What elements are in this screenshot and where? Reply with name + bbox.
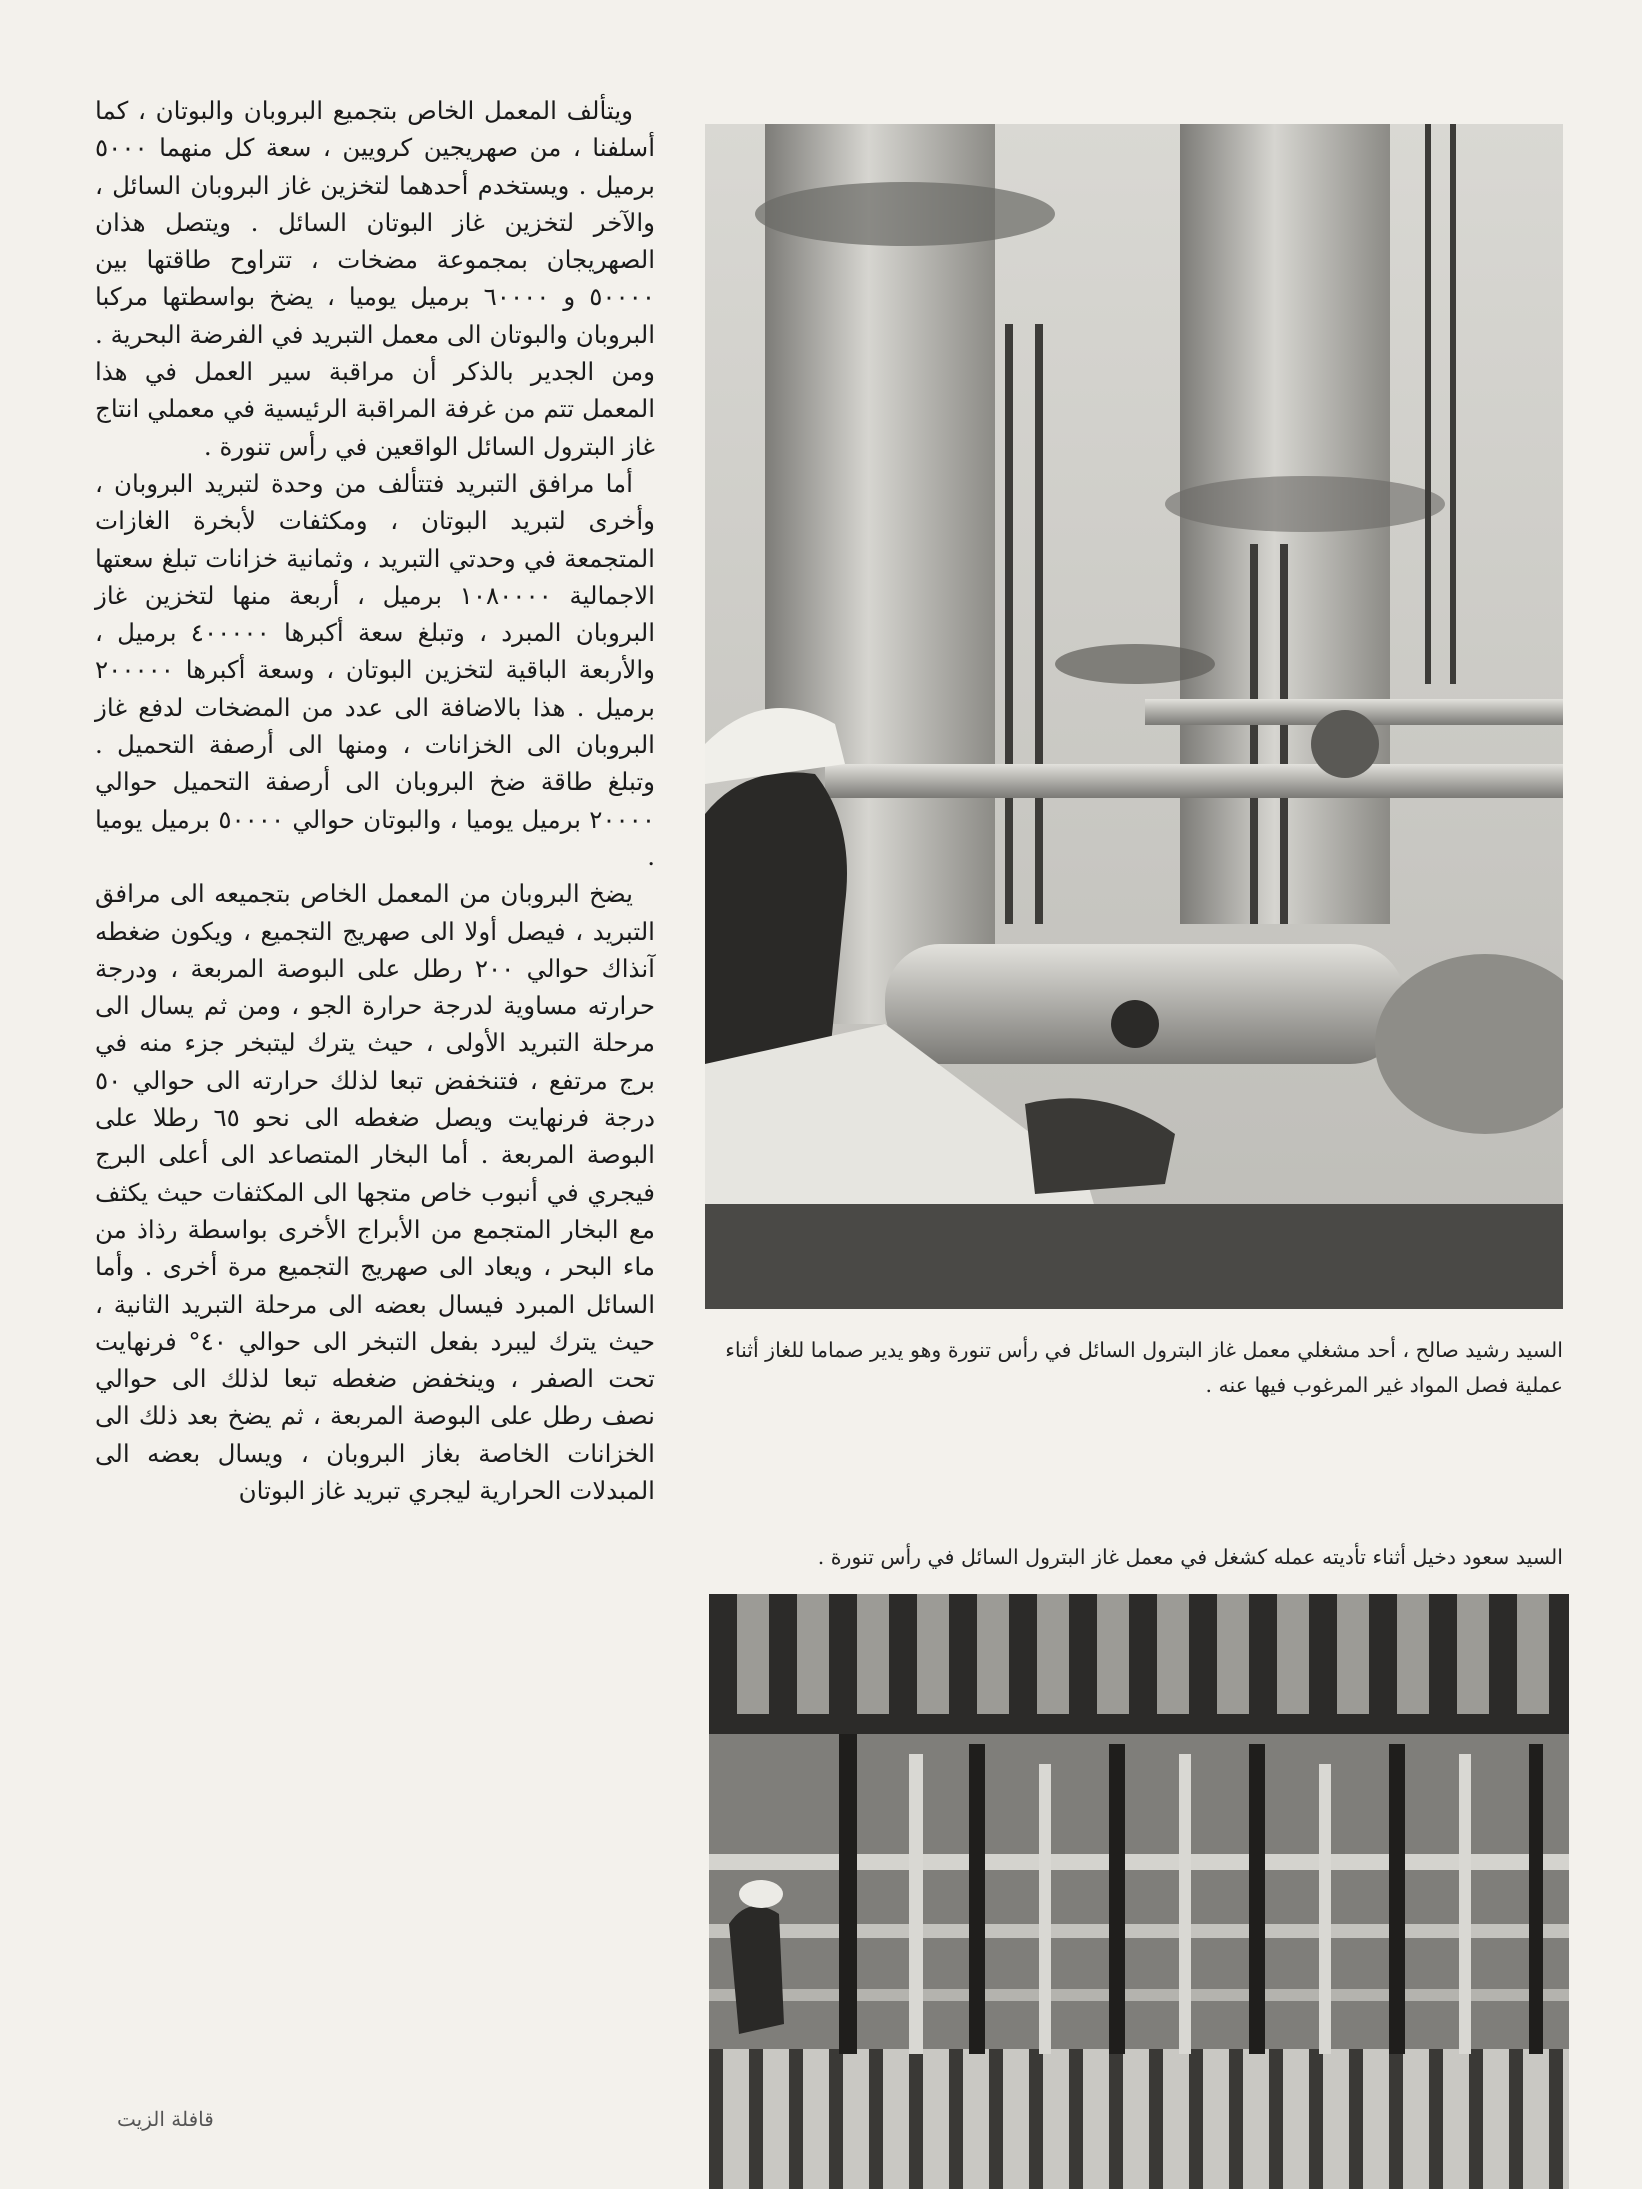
article-body xyxy=(95,92,655,1509)
caption-top: السيد رشيد صالح ، أحد مشغلي معمل غاز البترول السائل في رأس تنورة وهو يدير صماما للغاز أثناء عملية فصل المواد غير المرغوب فيها عنه . xyxy=(725,1338,1563,1397)
article-paragraph-2: أما مرافق التبريد فتتألف من وحدة لتبريد البروبان ، وأخرى لتبريد البوتان ، ومكثفات لأبخرة الغازات المتجمعة في وحدتي التبريد ، وثمانية خزانات تبلغ سعتها الاجمالية ١٠٨٠٠٠٠ برميل ، أربعة منها لتخزين غاز البروبان المبرد ، وتبلغ سعة أكبرها ٤٠٠٠٠٠ برميل ، والأربعة الباقية لتخزين البوتان ، وسعة أكبرها ٢٠٠٠٠٠ برميل . هذا بالاضافة الى عدد من المضخات لدفع غاز البروبان الى الخزانات ، ومنها الى أرصفة التحميل . وتبلغ طاقة ضخ البروبان الى أرصفة التحميل حوالي ٢٠٠٠٠ برميل يوميا ، والبوتان حوالي ٥٠٠٠٠ برميل يوميا . xyxy=(95,468,655,871)
article-paragraph-3: يضخ البروبان من المعمل الخاص بتجميعه الى مرافق التبريد ، فيصل أولا الى صهريج التجميع ، ويكون ضغطه آنذاك حوالي ٢٠٠ رطل على البوصة المربعة ، ودرجة حرارته مساوية لدرجة حرارة الجو ، ومن ثم يسال الى مرحلة التبريد الأولى ، حيث يترك ليتبخر جزء منه في برج مرتفع ، فتنخفض تبعا لذلك حرارته الى حوالي ٥٠ درجة فرنهايت ويصل ضغطه الى نحو ٦٥ رطلا على البوصة المربعة . أما البخار المتصاعد الى أعلى البرج فيجري في أنبوب خاص متجها الى المكثفات حيث يكثف مع البخار المتجمع من الأبراج الأخرى بواسطة رذاذ من ماء البحر ، ويعاد الى صهريج التجميع مرة أخرى . وأما السائل المبرد فيسال بعضه الى مرحلة التبريد الثانية ، حيث يترك ليبرد بفعل التبخر الى حوالي ٤٠° فرنهايت تحت الصفر ، وينخفض ضغطه تبعا لذلك الى حوالي نصف رطل على البوصة المربعة ، ثم يضخ بعد ذلك الى الخزانات الخاصة بغاز البروبان ، ويسال بعضه الى المبدلات الحرارية ليجري تبريد غاز البوتان xyxy=(95,879,655,1505)
caption-bottom: السيد سعود دخيل أثناء تأديته عمله كشغل في معمل غاز البترول السائل في رأس تنورة . xyxy=(817,1545,1563,1569)
photo-plant-pipework xyxy=(709,1594,1569,2189)
article-paragraph-1: ويتألف المعمل الخاص بتجميع البروبان والبوتان ، كما أسلفنا ، من صهريجين كرويين ، سعة كل منهما ٥٠٠٠ برميل . ويستخدم أحدهما لتخزين غاز البروبان السائل ، والآخر لتخزين غاز البوتان السائل . ويتصل هذان الصهريجان بمجموعة مضخات ، تتراوح طاقتها بين ٥٠٠٠٠ و ٦٠٠٠٠ برميل يوميا ، يضخ بواسطتها مركبا البروبان والبوتان الى معمل التبريد في الفرضة البحرية . ومن الجدير بالذكر أن مراقبة سير العمل في هذا المعمل تتم من غرفة المراقبة الرئيسية في معملي انتاج غاز البترول السائل الواقعين في رأس تنورة . xyxy=(95,96,655,461)
photo-refinery-operator xyxy=(705,124,1563,1309)
magazine-footer: قافلة الزيت xyxy=(117,2107,214,2131)
